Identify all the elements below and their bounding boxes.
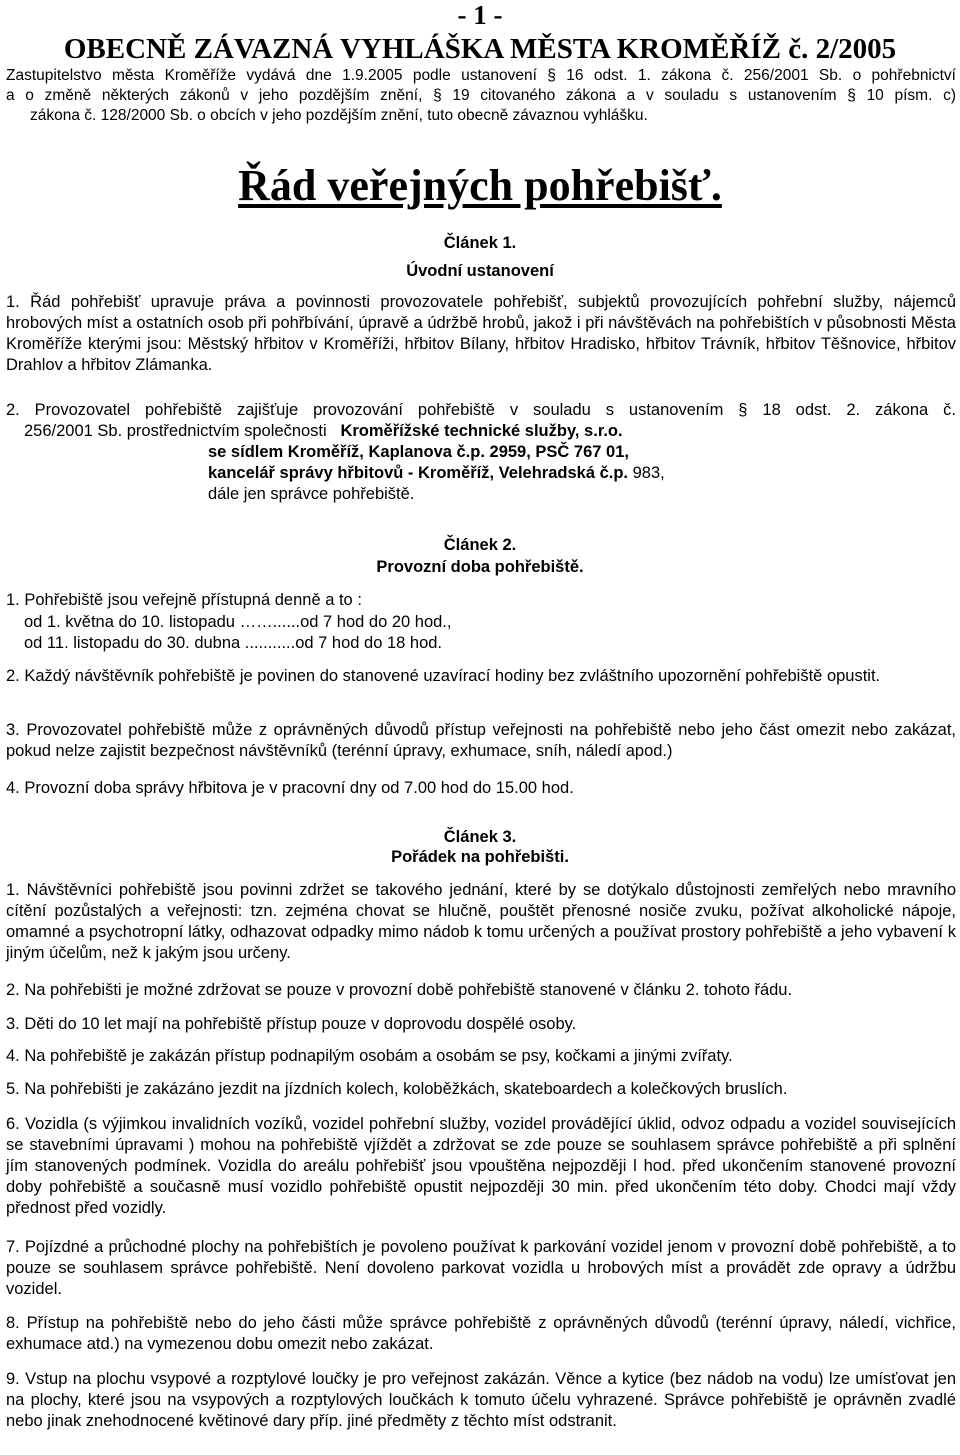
article-3-paragraph-9: 9. Vstup na plochu vsypové a rozptylové loučky je pro veřejnost zakázán. Věnce a kytice (bez nádob na vodu) lze umísťovat jen na plochy, které jsou na vsypových a rozptylových loučkách k tomuto účelu vyhrazené. Správce pohřebiště je oprávněn zvadlé nebo jinak znehodnocené květinové dary příp. jiné předměty z těchto míst odstranit.: [6, 1370, 956, 1430]
intro-paragraph: [6, 66, 956, 126]
article-3-number: Článek 3.: [443, 828, 517, 846]
article-3-paragraph-5: 5. Na pohřebišti je zakázáno jezdit na jízdních kolech, koloběžkách, skateboardech a kolečkových bruslích.: [6, 1080, 788, 1098]
article-1-name: Úvodní ustanovení: [406, 262, 554, 280]
company-office-number: 983,: [628, 464, 665, 482]
article-1-paragraph-1: 1. Řád pohřebišť upravuje práva a povinnosti provozovatele pohřebišť, subjektů provozujících pohřební služby, nájemců hrobových míst a ostatních osob při pohřbívání, úpravě a údržbě hrobů, jakož i při návštěvách na pohřebištích v působnosti Města Kroměříže kterými jsou: Městský hřbitov v Kroměříži, hřbitov Bílany, hřbitov Hradisko, hřbitov Trávník, hřbitov Těšnovice, hřbitov Drahlov a hřbitov Zlámanka.: [6, 293, 956, 374]
company-name: Kroměřížské technické služby, s.r.o.: [340, 422, 623, 440]
p2-line-2-text: 256/2001 Sb. prostřednictvím společnosti: [24, 422, 327, 440]
page-number: - 1 -: [457, 0, 503, 30]
document-title: Řád veřejných pohřebišť.: [238, 161, 722, 210]
article-3-paragraph-6: 6. Vozidla (s výjimkou invalidních vozíků, vozidel pohřební služby, vozidel provádějící úklid, odvoz odpadu a vozidel souvisejících se stavebními úpravami ) mohou na pohřebiště vjíždět a zdržovat se zde pouze se souhlasem správce pohřebiště a při splnění jím stanovených podmínek. Vozidla do areálu pohřebišť jsou vpouštěna nejpozději l hod. před ukončením stanovené provozní doby pohřebiště a současně musí vozidlo pohřebiště opustit nejpozději 30 min. před ukončením této doby. Chodci mají vždy přednost před vozidly.: [6, 1115, 956, 1217]
p2-line-1: 2. Provozovatel pohřebiště zajišťuje provozování pohřebiště v souladu s ustanovením § 18 odst. 2. zákona č.: [6, 401, 956, 419]
article-2-paragraph-4: 4. Provozní doba správy hřbitova je v pracovní dny od 7.00 hod do 15.00 hod.: [6, 779, 574, 797]
article-3-paragraph-1: 1. Návštěvníci pohřebiště jsou povinni zdržet se takového jednání, které by se dotýkalo důstojnosti zemřelých nebo mravního cítění pozůstalých a veřejnosti: tzn. zejména chovat se hlučně, pouštět přenosné nosiče zvuku, požívat alkoholické nápoje, omamné a psychotropní látky, odhazovat odpadky mimo nádob k tomu určených a používat prostory pohřebiště a jeho vybavení k jiným účelům, než k jakým jsou určeny.: [6, 881, 956, 962]
article-2-paragraph-1: [6, 590, 956, 655]
intro-line-2: a o změně některých zákonů v jeho pozdějším znění, § 19 citovaného zákona a v souladu s ustanovením § 10 písm. c): [6, 87, 956, 104]
winter-hours: od 11. listopadu do 30. dubna ...........od 7 hod do 18 hod.: [24, 634, 443, 652]
article-2-number: Článek 2.: [443, 536, 517, 554]
article-3-paragraph-2: 2. Na pohřebišti je možné zdržovat se pouze v provozní době pohřebiště stanovené v článku 2. tohoto řádu.: [6, 981, 793, 999]
article-2-name: Provozní doba pohřebiště.: [376, 558, 584, 576]
summer-hours: od 1. května do 10. listopadu ……......od 7 hod do 20 hod.,: [24, 612, 452, 631]
article-3-paragraph-3: 3. Děti do 10 let mají na pohřebiště přístup pouze v doprovodu dospělé osoby.: [6, 1015, 577, 1033]
article-3-paragraph-4: 4. Na pohřebiště je zakázán přístup podnapilým osobám a osobám se psy, kočkami a jinými zvířaty.: [6, 1047, 733, 1065]
article-1-paragraph-2: [6, 400, 956, 505]
article-3-paragraph-7: 7. Pojízdné a průchodné plochy na pohřebištích je povoleno používat k parkování vozidel jenom v provozní době pohřebiště, a to pouze se souhlasem správce pohřebiště. Není dovoleno parkovat vozidla u hrobových míst a provádět zde opravy a údržbu vozidel.: [6, 1238, 956, 1298]
article-1-number: Článek 1.: [443, 234, 517, 252]
company-seat: se sídlem Kroměříž, Kaplanova č.p. 2959, PSČ 767 01,: [208, 443, 629, 461]
company-alias: dále jen správce pohřebiště.: [208, 485, 415, 503]
article-3-paragraph-8: 8. Přístup na pohřebiště nebo do jeho části může správce pohřebiště z oprávněných důvodů (terénní úpravy, náledí, vichřice, exhumace atd.) na vymezenou dobu omezit nebo zakázat.: [6, 1314, 956, 1353]
intro-line-1: Zastupitelstvo města Kroměříže vydává dne 1.9.2005 podle ustanovení § 16 odst. 1. zákona č. 256/2001 Sb. o pohřebnictví: [6, 67, 956, 84]
intro-line-3: zákona č. 128/2000 Sb. o obcích v jeho pozdějším znění, tuto obecně závaznou vyhlášku.: [30, 107, 648, 124]
document-heading: OBECNĚ ZÁVAZNÁ VYHLÁŠKA MĚSTA KROMĚŘÍŽ č. 2/2005: [63, 33, 897, 65]
article-2-paragraph-3: 3. Provozovatel pohřebiště může z oprávněných důvodů přístup veřejnosti na pohřebiště nebo jeho část omezit nebo zakázat, pokud nelze zajistit bezpečnost návštěvníků (terénní úpravy, exhumace, sníh, náledí apod.): [6, 721, 956, 760]
company-office: [6, 463, 956, 484]
p2-line-2: [6, 421, 956, 442]
company-office-label: kancelář správy hřbitovů - Kroměříž, Velehradská č.p.: [208, 464, 629, 482]
article-2-paragraph-2: 2. Každý návštěvník pohřebiště je povinen do stanovené uzavírací hodiny bez zvláštního upozornění pohřebiště opustit.: [6, 667, 881, 685]
article-3-name: Pořádek na pohřebišti.: [391, 848, 569, 866]
opening-statement: 1. Pohřebiště jsou veřejně přístupná denně a to :: [6, 591, 362, 609]
